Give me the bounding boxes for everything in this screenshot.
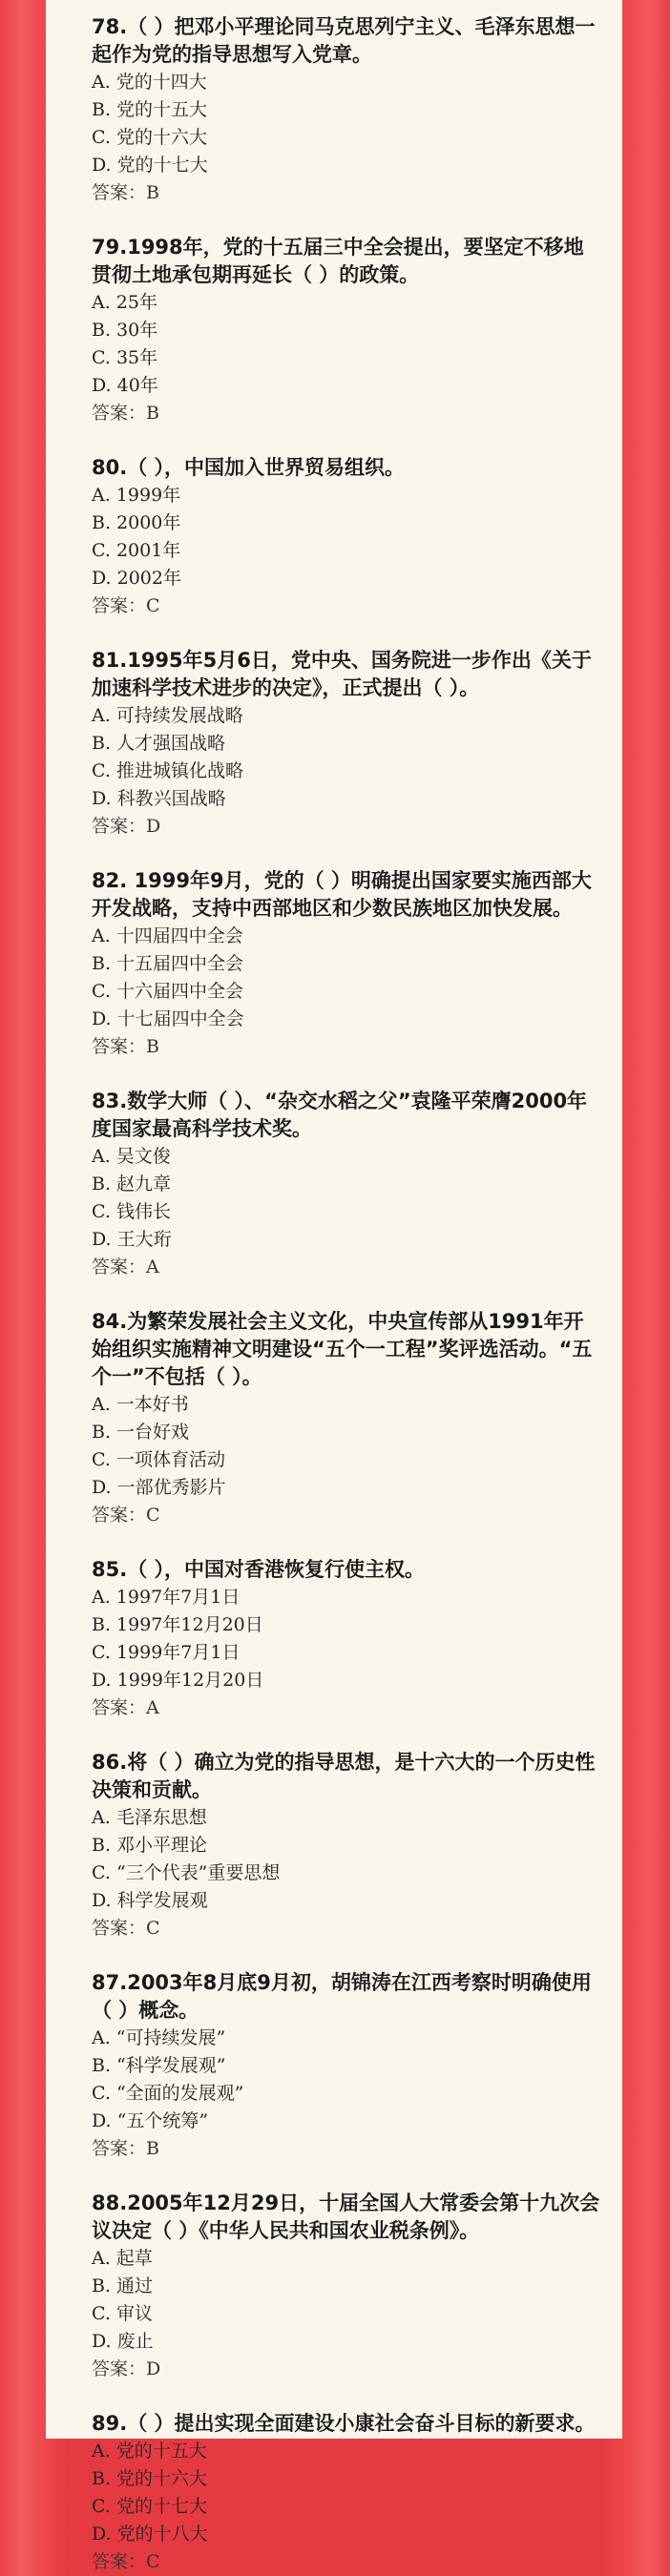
question-stem: 80.（ ），中国加入世界贸易组织。	[92, 456, 406, 479]
answer-key: 答案：B	[92, 403, 159, 424]
answer-key: 答案：D	[92, 2358, 161, 2379]
answer-option: A. 1999年	[92, 485, 181, 506]
answer-option: D. 党的十八大	[92, 2524, 208, 2545]
answer-option: B. 1997年12月20日	[92, 1614, 263, 1635]
answer-option: A. “可持续发展”	[92, 2027, 226, 2048]
question-block	[92, 1556, 601, 1722]
question-stem: 81.1995年5月6日，党中央、国务院进一步作出《关于加速科学技术进步的决定》，正式提出（ ）。	[92, 649, 592, 699]
question-block	[92, 867, 601, 1061]
answer-option: D. 十七届四中全会	[92, 1008, 244, 1029]
answer-option: A. 吴文俊	[92, 1146, 171, 1167]
answer-key: 答案：C	[92, 1918, 160, 1939]
answer-option: C. 一项体育活动	[92, 1449, 225, 1470]
question-stem: 87.2003年8月底9月初，胡锦涛在江西考察时明确使用（ ）概念。	[92, 1971, 592, 2022]
question-block	[92, 1749, 601, 1942]
answer-option: C. 35年	[92, 347, 158, 368]
question-block	[92, 454, 601, 620]
answer-key: 答案：C	[92, 1505, 160, 1526]
question-stem: 89.（ ）提出实现全面建设小康社会奋斗目标的新要求。	[92, 2412, 596, 2435]
answer-option: D. 2002年	[92, 568, 181, 589]
answer-option: C. 十六届四中全会	[92, 981, 243, 1002]
answer-option: C. 审议	[92, 2303, 153, 2324]
answer-option: B. 一台好戏	[92, 1422, 190, 1443]
answer-option: B. 党的十五大	[92, 99, 208, 120]
question-block	[92, 234, 601, 427]
answer-option: B. “科学发展观”	[92, 2055, 226, 2076]
answer-option: B. 通过	[92, 2275, 154, 2296]
answer-option: A. 1997年7月1日	[92, 1587, 241, 1608]
answer-option: A. 十四届四中全会	[92, 925, 243, 946]
question-stem: 82. 1999年9月，党的（ ）明确提出国家要实施西部大开发战略，支持中西部地区和少数民族地区加快发展。	[92, 869, 592, 920]
answer-option: D. “五个统筹”	[92, 2110, 209, 2131]
answer-option: C. 党的十六大	[92, 127, 207, 148]
answer-option: D. 1999年12月20日	[92, 1670, 264, 1691]
answer-option: B. 30年	[92, 320, 158, 341]
question-block	[92, 2410, 601, 2576]
question-stem: 86.将（ ）确立为党的指导思想，是十六大的一个历史性决策和贡献。	[92, 1751, 596, 1801]
answer-option: C. 2001年	[92, 540, 181, 561]
answer-option: D. 40年	[92, 375, 158, 396]
answer-key: 答案：A	[92, 1257, 159, 1278]
answer-option: C. “全面的发展观”	[92, 2083, 244, 2104]
answer-option: C. 1999年7月1日	[92, 1642, 241, 1663]
answer-option: A. 一本好书	[92, 1394, 189, 1415]
answer-option: B. 赵九章	[92, 1174, 172, 1195]
answer-option: A. 党的十五大	[92, 2441, 207, 2462]
answer-key: 答案：D	[92, 816, 161, 837]
answer-key: 答案：B	[92, 2138, 159, 2159]
question-block	[92, 1088, 601, 1281]
question-stem: 83.数学大师（ ）、“杂交水稻之父”袁隆平荣膺2000年度国家最高科学技术奖。	[92, 1090, 588, 1140]
answer-option: C. “三个代表”重要思想	[92, 1862, 281, 1883]
question-block	[92, 1308, 601, 1529]
answer-option: C. 党的十七大	[92, 2496, 207, 2517]
question-block	[92, 13, 601, 207]
question-stem: 85.（ ），中国对香港恢复行使主权。	[92, 1558, 426, 1581]
question-list	[92, 13, 601, 2576]
question-stem: 84.为繁荣发展社会主义文化，中央宣传部从1991年开始组织实施精神文明建设“五个一工程”奖评选活动。“五个一”不包括（ ）。	[92, 1310, 593, 1388]
question-stem: 88.2005年12月29日，十届全国人大常委会第十九次会议决定（ ）《中华人民共和国农业税条例》。	[92, 2192, 600, 2242]
answer-option: C. 推进城镇化战略	[92, 760, 243, 781]
answer-key: 答案：B	[92, 182, 159, 203]
answer-option: B. 邓小平理论	[92, 1835, 208, 1856]
answer-option: D. 王大珩	[92, 1229, 172, 1250]
answer-key: 答案：A	[92, 1697, 159, 1718]
answer-option: D. 废止	[92, 2331, 154, 2352]
answer-key: 答案：B	[92, 1036, 159, 1057]
answer-option: A. 可持续发展战略	[92, 705, 243, 726]
question-block	[92, 2190, 601, 2383]
answer-option: C. 钱伟长	[92, 1201, 171, 1222]
question-stem: 79.1998年，党的十五届三中全会提出，要坚定不移地贯彻土地承包期再延长（ ）的政策。	[92, 236, 584, 286]
answer-option: B. 党的十六大	[92, 2468, 208, 2489]
answer-option: B. 人才强国战略	[92, 733, 226, 754]
answer-option: A. 起草	[92, 2248, 153, 2269]
answer-key: 答案：C	[92, 595, 160, 616]
answer-option: D. 一部优秀影片	[92, 1477, 226, 1498]
answer-option: B. 2000年	[92, 512, 181, 533]
answer-option: D. 党的十七大	[92, 155, 208, 176]
question-block	[92, 647, 601, 841]
answer-key: 答案：C	[92, 2551, 160, 2572]
answer-option: A. 毛泽东思想	[92, 1807, 207, 1828]
answer-option: B. 十五届四中全会	[92, 953, 244, 974]
answer-option: D. 科学发展观	[92, 1890, 208, 1911]
question-block	[92, 1969, 601, 2163]
question-sheet	[46, 0, 622, 2572]
answer-option: A. 25年	[92, 292, 157, 313]
question-stem: 78.（ ）把邓小平理论同马克思列宁主义、毛泽东思想一起作为党的指导思想写入党章。	[92, 15, 596, 66]
answer-option: D. 科教兴国战略	[92, 788, 226, 809]
answer-option: A. 党的十四大	[92, 72, 207, 93]
